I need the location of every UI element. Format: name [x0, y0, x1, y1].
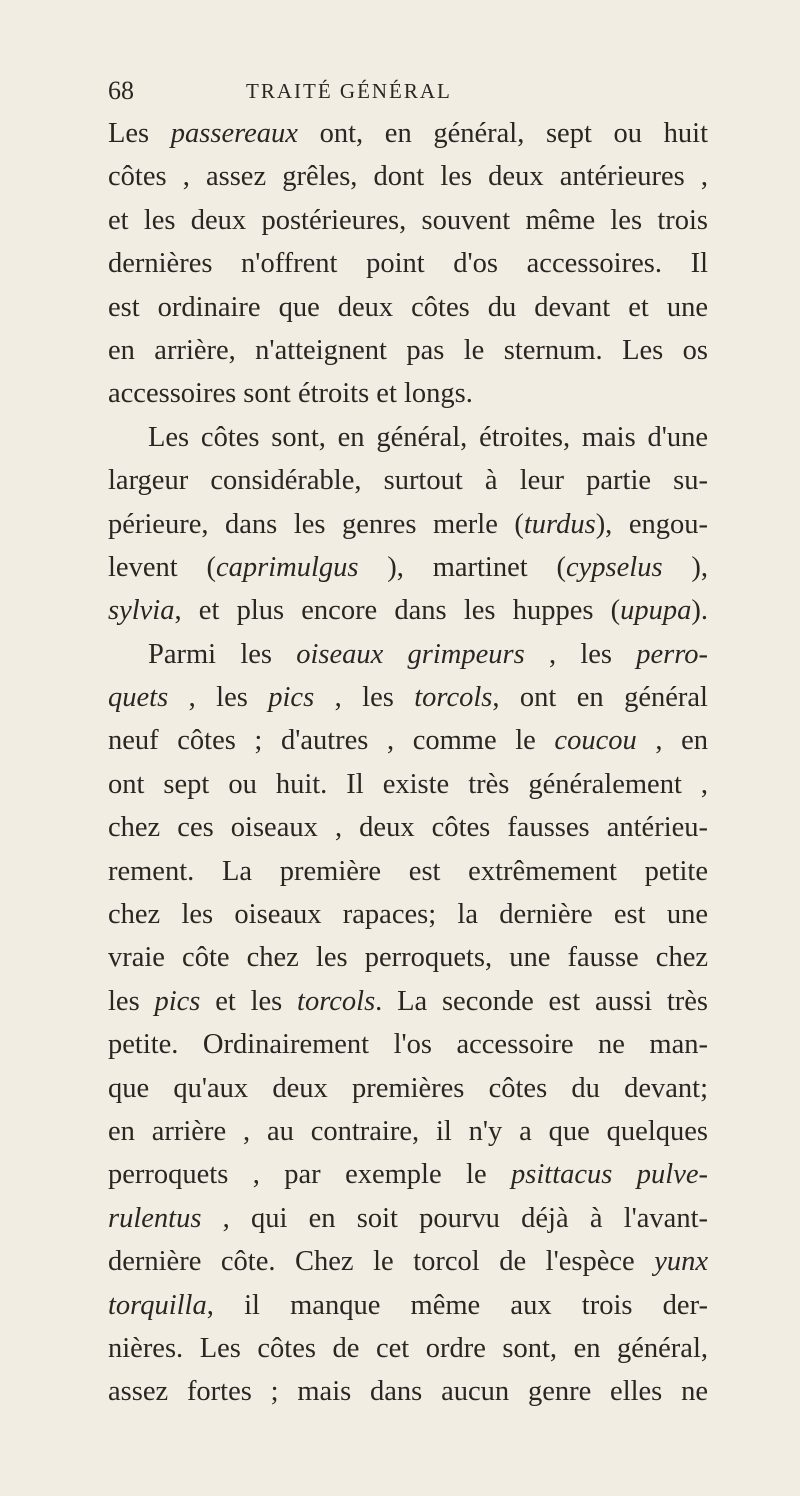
text-run: côtes , assez grêles, dont les deux antérieures ,	[108, 161, 708, 193]
text-run: Les	[108, 118, 171, 149]
text-line	[108, 546, 708, 589]
body-text	[108, 112, 708, 1414]
text-run: ).	[691, 595, 708, 627]
text-line	[108, 416, 708, 459]
text-run: largeur considérable, surtout à leur partie su-	[108, 465, 708, 497]
italic-term: caprimulgus	[215, 551, 359, 583]
text-run: que qu'aux deux premières côtes du devant;	[108, 1072, 708, 1104]
italic-term: psittacus pulve-	[511, 1159, 708, 1191]
text-run: en arrière, n'atteignent pas le sternum. Les os	[108, 334, 708, 366]
text-run: et les	[200, 985, 298, 1017]
text-line	[108, 1197, 708, 1240]
italic-term: oiseaux grimpeurs	[296, 638, 525, 670]
text-run: est ordinaire que deux côtes du devant et une	[108, 291, 708, 323]
text-line	[108, 633, 708, 676]
italic-term: torcols	[297, 985, 376, 1017]
text-line	[108, 589, 708, 632]
text-run: ),	[662, 551, 708, 583]
text-line	[108, 242, 708, 285]
text-run: Parmi les	[148, 638, 297, 670]
italic-term: pics	[268, 682, 315, 714]
text-run: , et plus encore dans les huppes (	[174, 595, 621, 627]
page-number: 68	[108, 76, 134, 105]
text-run: neuf côtes ; d'autres , comme le	[108, 725, 555, 757]
text-run: perroquets , par exemple le	[108, 1159, 512, 1191]
text-line	[108, 503, 708, 546]
italic-term: yunx	[654, 1246, 708, 1278]
italic-term: sylvia	[108, 595, 175, 627]
italic-term: torquilla	[108, 1289, 207, 1321]
text-run: ), martinet (	[358, 551, 566, 583]
italic-term: cypselus	[565, 551, 663, 583]
text-run: ), engou-	[595, 508, 708, 540]
text-line	[108, 1110, 708, 1153]
italic-term: torcols	[414, 682, 493, 714]
text-line	[108, 676, 708, 719]
text-line	[108, 112, 708, 155]
text-run: accessoires sont étroits et longs.	[108, 378, 473, 410]
italic-term: pics	[154, 985, 201, 1017]
text-line	[108, 286, 708, 329]
text-line	[108, 1067, 708, 1110]
text-run: assez fortes ; mais dans aucun genre elles ne	[108, 1376, 708, 1408]
italic-term: upupa	[620, 595, 692, 627]
italic-term: rulentus	[108, 1202, 202, 1234]
text-run: , ont en général	[492, 682, 708, 714]
text-line	[108, 893, 708, 936]
text-line	[108, 1284, 708, 1327]
text-run: ont, en général, sept ou huit	[297, 118, 708, 149]
italic-term: coucou	[554, 725, 637, 757]
text-run: en arrière , au contraire, il n'y a que quelques	[108, 1115, 708, 1147]
text-run: , il manque même aux trois der-	[206, 1289, 708, 1321]
text-line	[108, 806, 708, 849]
text-run: dernière côte. Chez le torcol de l'espèce	[108, 1246, 655, 1278]
text-run: rement. La première est extrêmement petite	[108, 855, 708, 887]
text-run: , les	[314, 682, 415, 714]
text-run: et les deux postérieures, souvent même les trois	[108, 204, 708, 236]
page-header	[108, 76, 708, 116]
text-run: vraie côte chez les perroquets, une fausse chez	[108, 942, 708, 974]
text-line	[108, 1370, 708, 1413]
text-run: chez ces oiseaux , deux côtes fausses antérieu-	[108, 812, 708, 844]
italic-term: quets	[108, 682, 169, 714]
text-run: , les	[524, 638, 637, 670]
text-run: dernières n'offrent point d'os accessoires. Il	[108, 248, 708, 280]
text-run: nières. Les côtes de cet ordre sont, en général,	[108, 1332, 708, 1364]
italic-term: passereaux	[170, 118, 298, 149]
text-line	[108, 372, 708, 415]
text-line	[108, 1327, 708, 1370]
text-run: levent (	[108, 551, 216, 583]
italic-term: perro-	[636, 638, 708, 670]
text-run: , en	[636, 725, 708, 757]
text-run: petite. Ordinairement l'os accessoire ne man-	[108, 1029, 708, 1061]
text-line	[108, 155, 708, 198]
text-run: les	[108, 985, 155, 1017]
running-title: TRAITÉ GÉNÉRAL	[246, 79, 452, 103]
text-run: Les côtes sont, en général, étroites, mais d'une	[148, 421, 708, 453]
text-line	[108, 199, 708, 242]
text-line	[108, 1153, 708, 1196]
text-run: périeure, dans les genres merle (	[108, 508, 524, 540]
text-line	[108, 936, 708, 979]
italic-term: turdus	[523, 508, 596, 540]
text-line	[108, 719, 708, 762]
text-run: , les	[168, 682, 269, 714]
text-line	[108, 459, 708, 502]
text-line	[108, 1023, 708, 1066]
text-line	[108, 1240, 708, 1283]
text-run: ont sept ou huit. Il existe très généralement ,	[108, 768, 708, 800]
text-line	[108, 329, 708, 372]
text-line	[108, 980, 708, 1023]
text-line	[108, 763, 708, 806]
text-run: . La seconde est aussi très	[375, 985, 708, 1017]
text-line	[108, 850, 708, 893]
text-run: , qui en soit pourvu déjà à l'avant-	[201, 1202, 708, 1234]
text-run: chez les oiseaux rapaces; la dernière est une	[108, 899, 708, 931]
